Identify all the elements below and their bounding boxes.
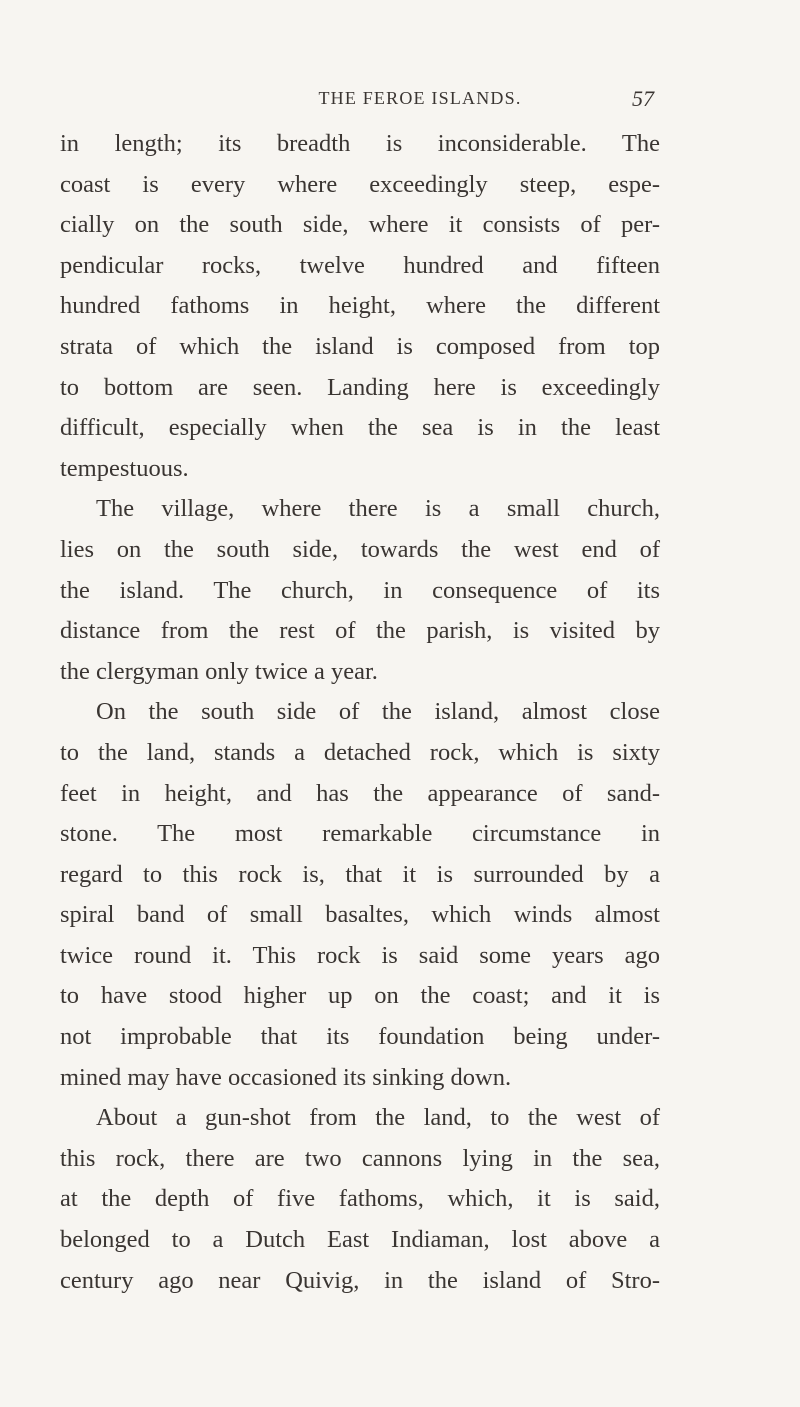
text-line: the clergyman only twice a year. xyxy=(60,657,378,685)
page-number: 57 xyxy=(632,86,654,111)
text-line: difficult, especially when the sea is in the least xyxy=(60,414,660,442)
text-line: feet in height, and has the appearance of sand- xyxy=(60,779,660,807)
text-line: The village, where there is a small church, xyxy=(96,495,660,523)
text-line: distance from the rest of the parish, is visited by xyxy=(60,617,660,645)
text-line: About a gun-shot from the land, to the west of xyxy=(96,1104,660,1132)
text-line: century ago near Quivig, in the island of Stro- xyxy=(60,1266,660,1294)
text-line: On the south side of the island, almost close xyxy=(96,698,660,726)
text-line: tempestuous. xyxy=(60,454,189,482)
text-line: hundred fathoms in height, where the different xyxy=(60,292,660,320)
text-line: pendicular rocks, twelve hundred and fifteen xyxy=(60,251,660,279)
text-line: cially on the south side, where it consists of per- xyxy=(60,211,660,239)
text-line: the island. The church, in consequence of its xyxy=(60,576,660,604)
text-line: stone. The most remarkable circumstance in xyxy=(60,820,660,848)
text-line: this rock, there are two cannons lying in the sea, xyxy=(60,1144,660,1172)
text-line: in length; its breadth is inconsiderable. The xyxy=(60,130,660,157)
body-text xyxy=(60,124,660,1301)
text-line: to bottom are seen. Landing here is exceedingly xyxy=(60,373,660,401)
running-title: THE FEROE ISLANDS. xyxy=(318,88,522,108)
text-line: mined may have occasioned its sinking down. xyxy=(60,1063,512,1091)
text-line: not improbable that its foundation being under- xyxy=(60,1023,660,1051)
text-line: spiral band of small basaltes, which winds almost xyxy=(60,901,660,929)
text-line: to the land, stands a detached rock, which is sixty xyxy=(60,738,660,766)
text-line: belonged to a Dutch East Indiaman, lost above a xyxy=(60,1226,660,1254)
text-line: twice round it. This rock is said some years ago xyxy=(60,941,660,969)
text-line: coast is every where exceedingly steep, espe- xyxy=(60,170,660,198)
text-line: at the depth of five fathoms, which, it is said, xyxy=(60,1185,660,1213)
text-line: lies on the south side, towards the west end of xyxy=(60,535,660,563)
text-line: to have stood higher up on the coast; and it is xyxy=(60,982,660,1010)
text-line: regard to this rock is, that it is surrounded by a xyxy=(60,860,660,888)
text-line: strata of which the island is composed from top xyxy=(60,332,660,360)
